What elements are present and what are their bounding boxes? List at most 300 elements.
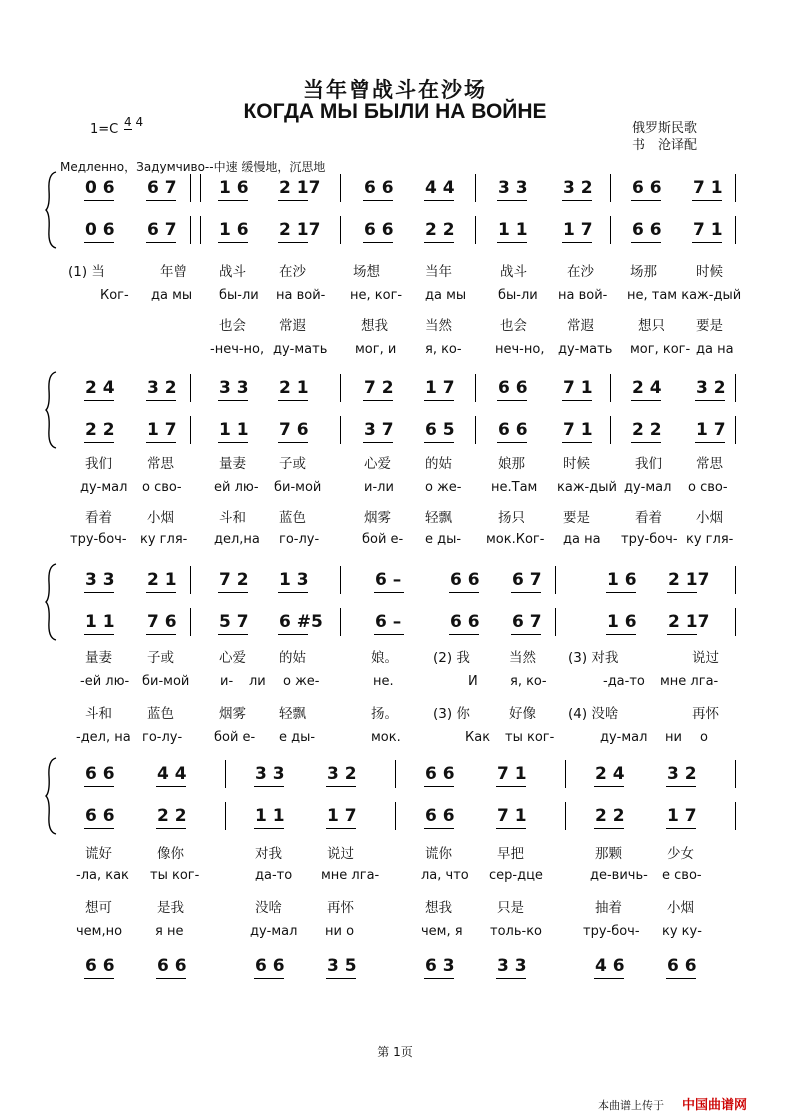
beam-underline xyxy=(278,400,308,401)
note-group: 7 1 xyxy=(497,764,527,784)
lyric-syllable: чем,но xyxy=(76,924,123,939)
lyric-syllable: 说过 xyxy=(327,846,354,862)
beam-underline xyxy=(594,828,624,829)
note-group: 3 2 xyxy=(327,764,357,784)
note-group: 1 7 xyxy=(696,420,726,440)
note-group: 7 2 xyxy=(364,378,394,398)
note-group: 3 7 xyxy=(364,420,394,440)
bar-line xyxy=(610,416,611,444)
beam-underline xyxy=(667,592,697,593)
beam-underline xyxy=(218,634,248,635)
title-russian: КОГДА МЫ БЫЛИ НА ВОЙНЕ xyxy=(243,100,547,123)
lyric-syllable: 在沙 xyxy=(567,264,594,280)
bar-line xyxy=(610,374,611,402)
bar-line xyxy=(475,416,476,444)
lyric-syllable: де-вичь- xyxy=(590,868,648,883)
note-group: 6 6 xyxy=(364,178,394,198)
lyric-syllable: ду-мал xyxy=(624,480,672,495)
time-signature xyxy=(124,116,143,129)
note-group: 4 4 xyxy=(157,764,187,784)
lyric-syllable: не.Там xyxy=(491,480,538,495)
note-group: 3 2 xyxy=(147,378,177,398)
credits xyxy=(632,120,697,154)
bar-line xyxy=(340,566,341,594)
lyric-syllable: ли xyxy=(249,674,266,689)
note-group: 6 6 xyxy=(85,806,115,826)
bar-line xyxy=(190,216,191,244)
lyric-syllable: 战斗 xyxy=(500,264,527,280)
bar-line xyxy=(565,760,566,788)
beam-underline xyxy=(496,828,526,829)
lyric-syllable: ей лю- xyxy=(214,480,259,495)
bar-line xyxy=(395,760,396,788)
bar-line xyxy=(395,802,396,830)
lyric-syllable: ду-мал xyxy=(600,730,648,745)
lyric-syllable: 量妻 xyxy=(85,650,112,666)
meter-top: 4 xyxy=(124,115,132,129)
beam-underline xyxy=(667,634,697,635)
beam-underline xyxy=(606,592,636,593)
bar-line xyxy=(190,374,191,402)
lyric-syllable: 抽着 xyxy=(595,900,622,916)
lyric-syllable: да на xyxy=(696,342,734,357)
system-brace xyxy=(44,756,58,836)
lyric-syllable: ты ког- xyxy=(150,868,200,883)
lyric-syllable: каж-дый xyxy=(557,480,617,495)
note-group: 2 17 xyxy=(279,178,321,198)
beam-underline xyxy=(254,786,284,787)
note-group: 1 6 xyxy=(607,570,637,590)
key-signature: 1=C xyxy=(90,122,119,137)
lyric-syllable: 场想 xyxy=(353,264,380,280)
beam-underline xyxy=(424,400,454,401)
lyric-syllable: го-лу- xyxy=(142,730,183,745)
lyric-syllable: (3) 你 xyxy=(433,706,470,722)
lyric-syllable: 要是 xyxy=(563,510,590,526)
note-group: 2 1 xyxy=(147,570,177,590)
beam-underline xyxy=(631,400,661,401)
lyric-syllable: е ды- xyxy=(425,532,462,547)
note-group: 6 6 xyxy=(157,956,187,976)
beam-underline xyxy=(374,592,404,593)
lyric-syllable: дел,на xyxy=(214,532,260,547)
beam-underline xyxy=(278,442,308,443)
beam-underline xyxy=(511,592,541,593)
bar-line xyxy=(735,760,736,788)
lyric-syllable: 当年 xyxy=(425,264,452,280)
bar-line xyxy=(340,174,341,202)
lyric-syllable: 轻飘 xyxy=(425,510,452,526)
note-group: 3 3 xyxy=(219,378,249,398)
lyric-syllable: 看着 xyxy=(635,510,662,526)
note-group: 6 7 xyxy=(147,178,177,198)
lyric-syllable: 小烟 xyxy=(667,900,694,916)
note-group: 7 6 xyxy=(147,612,177,632)
lyric-syllable: ду-мать xyxy=(273,342,328,357)
note-group: 7 6 xyxy=(279,420,309,440)
lyric-syllable: -ла, как xyxy=(76,868,129,883)
beam-underline xyxy=(424,242,454,243)
lyric-syllable: и- xyxy=(220,674,234,689)
beam-underline xyxy=(146,592,176,593)
beam-underline xyxy=(146,242,176,243)
note-group: 1 7 xyxy=(667,806,697,826)
lyric-syllable: Ког- xyxy=(100,288,129,303)
lyric-syllable: И xyxy=(468,674,478,689)
lyric-syllable: 扬。 xyxy=(371,706,398,722)
note-group: 2 2 xyxy=(157,806,187,826)
beam-underline xyxy=(692,242,722,243)
lyric-syllable: не. xyxy=(373,674,394,689)
lyric-syllable: 时候 xyxy=(563,456,590,472)
note-group: 6 6 xyxy=(632,220,662,240)
lyric-syllable: 要是 xyxy=(696,318,723,334)
bar-line xyxy=(190,174,191,202)
note-group: 4 4 xyxy=(425,178,455,198)
bar-line xyxy=(475,374,476,402)
beam-underline xyxy=(84,978,114,979)
lyric-syllable: ку гля- xyxy=(686,532,734,547)
beam-underline xyxy=(84,400,114,401)
beam-underline xyxy=(278,242,308,243)
lyric-syllable: 说过 xyxy=(692,650,719,666)
note-group: 2 2 xyxy=(632,420,662,440)
lyric-syllable: мне лга- xyxy=(660,674,719,689)
beam-underline xyxy=(156,828,186,829)
bar-line xyxy=(190,608,191,636)
lyric-syllable: -дел, на xyxy=(76,730,131,745)
lyric-syllable: 心爱 xyxy=(364,456,391,472)
note-group: 0 6 xyxy=(85,220,115,240)
beam-underline xyxy=(326,978,356,979)
beam-underline xyxy=(594,786,624,787)
lyric-syllable: 想只 xyxy=(638,318,665,334)
beam-underline xyxy=(156,786,186,787)
lyric-syllable: (3) 对我 xyxy=(568,650,619,666)
bar-line xyxy=(475,174,476,202)
lyric-syllable: 娘。 xyxy=(371,650,398,666)
lyric-syllable: 的姑 xyxy=(425,456,452,472)
beam-underline xyxy=(218,592,248,593)
beam-underline xyxy=(606,634,636,635)
bar-line xyxy=(340,416,341,444)
lyric-syllable: 常遐 xyxy=(279,318,306,334)
beam-underline xyxy=(424,978,454,979)
note-group: 6 – xyxy=(375,612,402,632)
lyric-syllable: ду-мал xyxy=(250,924,298,939)
lyric-syllable: ты ког- xyxy=(505,730,555,745)
lyric-syllable: 想我 xyxy=(361,318,388,334)
beam-underline xyxy=(84,634,114,635)
beam-underline xyxy=(511,634,541,635)
lyric-syllable: 没啥 xyxy=(255,900,282,916)
beam-underline xyxy=(326,828,356,829)
lyric-syllable: толь-ко xyxy=(490,924,542,939)
lyric-syllable: 对我 xyxy=(255,846,282,862)
bar-line xyxy=(735,174,736,202)
title-chinese: 当年曾战斗在沙场 xyxy=(303,78,487,102)
note-group: 5 7 xyxy=(219,612,249,632)
upload-note: 本曲谱上传于 xyxy=(598,1099,664,1112)
note-group: 2 1 xyxy=(279,378,309,398)
lyric-syllable: 看着 xyxy=(85,510,112,526)
lyric-syllable: -неч-но, xyxy=(210,342,265,357)
lyric-syllable: 蓝色 xyxy=(279,510,306,526)
lyric-syllable: и-ли xyxy=(364,480,394,495)
bar-line xyxy=(610,174,611,202)
note-group: 7 2 xyxy=(219,570,249,590)
lyric-syllable: 烟雾 xyxy=(364,510,391,526)
beam-underline xyxy=(84,242,114,243)
lyric-syllable: 好像 xyxy=(509,706,536,722)
note-group: 7 1 xyxy=(563,420,593,440)
lyric-syllable: о сво- xyxy=(142,480,182,495)
bar-line xyxy=(555,566,556,594)
lyric-syllable: 我们 xyxy=(85,456,112,472)
lyric-syllable: 娘那 xyxy=(498,456,525,472)
beam-underline xyxy=(692,200,722,201)
bar-line xyxy=(610,216,611,244)
lyric-syllable: 只是 xyxy=(497,900,524,916)
beam-underline xyxy=(84,786,114,787)
bar-line xyxy=(555,608,556,636)
note-group: 1 1 xyxy=(85,612,115,632)
note-group: 2 4 xyxy=(85,378,115,398)
lyric-syllable: о же- xyxy=(425,480,462,495)
beam-underline xyxy=(695,400,725,401)
beam-underline xyxy=(146,400,176,401)
bar-line xyxy=(190,566,191,594)
beam-underline xyxy=(631,442,661,443)
lyric-syllable: ла, что xyxy=(421,868,469,883)
lyric-syllable: мог, ког- xyxy=(630,342,691,357)
bar-line xyxy=(735,416,736,444)
lyric-syllable: о сво- xyxy=(688,480,728,495)
lyric-syllable: 当然 xyxy=(509,650,536,666)
lyric-syllable: 小烟 xyxy=(696,510,723,526)
note-group: 1 3 xyxy=(279,570,309,590)
beam-underline xyxy=(497,442,527,443)
lyric-syllable: 烟雾 xyxy=(219,706,246,722)
note-group: 7 1 xyxy=(497,806,527,826)
beam-underline xyxy=(449,634,479,635)
beam-underline xyxy=(218,242,248,243)
lyric-syllable: чем, я xyxy=(421,924,463,939)
note-group: 6 3 xyxy=(425,956,455,976)
lyric-syllable: мог, и xyxy=(355,342,397,357)
beam-underline xyxy=(146,200,176,201)
credit-translator: 书 沧译配 xyxy=(632,138,698,153)
lyric-syllable: 斗和 xyxy=(219,510,246,526)
lyric-syllable: 谎你 xyxy=(425,846,452,862)
bar-line xyxy=(340,216,341,244)
lyric-syllable: бы-ли xyxy=(498,288,538,303)
lyric-syllable: неч-но, xyxy=(495,342,545,357)
beam-underline xyxy=(84,442,114,443)
beam-underline xyxy=(497,242,527,243)
note-group: 6 7 xyxy=(147,220,177,240)
beam-underline xyxy=(666,828,696,829)
bar-line xyxy=(735,802,736,830)
beam-underline xyxy=(278,592,308,593)
lyric-syllable: сер-дце xyxy=(489,868,543,883)
note-group: 1 6 xyxy=(219,220,249,240)
beam-underline xyxy=(278,634,308,635)
note-group: 7 1 xyxy=(693,178,723,198)
system-brace xyxy=(44,562,58,642)
beam-underline xyxy=(218,442,248,443)
lyric-syllable: 常遐 xyxy=(567,318,594,334)
note-group: 1 6 xyxy=(219,178,249,198)
lyric-syllable: да мы xyxy=(425,288,467,303)
lyric-syllable: ни о xyxy=(325,924,355,939)
lyric-syllable: мок. xyxy=(371,730,401,745)
beam-underline xyxy=(424,786,454,787)
note-group: 6 6 xyxy=(425,806,455,826)
lyric-syllable: о же- xyxy=(283,674,320,689)
beam-underline xyxy=(562,400,592,401)
credit-origin: 俄罗斯民歌 xyxy=(632,121,698,136)
beam-underline xyxy=(424,828,454,829)
lyric-syllable: е сво- xyxy=(662,868,702,883)
note-group: 6 6 xyxy=(450,570,480,590)
lyric-syllable: би-мой xyxy=(274,480,322,495)
beam-underline xyxy=(594,978,624,979)
bar-line xyxy=(200,216,201,244)
lyric-syllable: бой е- xyxy=(362,532,404,547)
note-group: 2 2 xyxy=(595,806,625,826)
beam-underline xyxy=(218,400,248,401)
lyric-syllable: тру-боч- xyxy=(70,532,127,547)
lyric-syllable: 像你 xyxy=(157,846,184,862)
lyric-syllable: 斗和 xyxy=(85,706,112,722)
beam-underline xyxy=(631,200,661,201)
note-group: 7 1 xyxy=(563,378,593,398)
lyric-syllable: -ей лю- xyxy=(80,674,130,689)
note-group: 3 5 xyxy=(327,956,357,976)
lyric-syllable: 常思 xyxy=(696,456,723,472)
note-group: 2 17 xyxy=(668,612,710,632)
note-group: 3 3 xyxy=(255,764,285,784)
bar-line xyxy=(735,566,736,594)
lyric-syllable: бой е- xyxy=(214,730,256,745)
lyric-syllable: да-то xyxy=(255,868,293,883)
note-group: 3 3 xyxy=(498,178,528,198)
beam-underline xyxy=(449,592,479,593)
lyric-syllable: 早把 xyxy=(497,846,524,862)
lyric-syllable: (1) 当 xyxy=(68,264,105,280)
beam-underline xyxy=(278,200,308,201)
beam-underline xyxy=(562,200,592,201)
system-brace xyxy=(44,170,58,250)
lyric-syllable: не, там каж-дый xyxy=(627,288,742,303)
beam-underline xyxy=(218,200,248,201)
lyric-syllable: е ды- xyxy=(279,730,316,745)
beam-underline xyxy=(363,200,393,201)
beam-underline xyxy=(254,978,284,979)
lyric-syllable: 时候 xyxy=(696,264,723,280)
system-brace xyxy=(44,370,58,450)
beam-underline xyxy=(156,978,186,979)
lyric-syllable: о xyxy=(700,730,708,745)
lyric-syllable: 我们 xyxy=(635,456,662,472)
note-group: 1 1 xyxy=(255,806,285,826)
lyric-syllable: ду-мал xyxy=(80,480,128,495)
note-group: 2 17 xyxy=(279,220,321,240)
note-group: 1 6 xyxy=(607,612,637,632)
lyric-syllable: да на xyxy=(563,532,601,547)
lyric-syllable: (2) 我 xyxy=(433,650,470,666)
beam-underline xyxy=(84,828,114,829)
note-group: 6 7 xyxy=(512,570,542,590)
lyric-syllable: Как xyxy=(465,730,491,745)
note-group: 1 7 xyxy=(147,420,177,440)
lyric-syllable: го-лу- xyxy=(279,532,320,547)
note-group: 2 2 xyxy=(85,420,115,440)
note-group: 1 1 xyxy=(219,420,249,440)
beam-underline xyxy=(695,442,725,443)
note-group: 6 6 xyxy=(450,612,480,632)
bar-line xyxy=(475,216,476,244)
lyric-syllable: 年曾 xyxy=(160,264,187,280)
note-group: 6 6 xyxy=(364,220,394,240)
note-group: 6 6 xyxy=(255,956,285,976)
lyric-syllable: 心爱 xyxy=(219,650,246,666)
lyric-syllable: да мы xyxy=(151,288,193,303)
note-group: 6 6 xyxy=(632,178,662,198)
lyric-syllable: я, ко- xyxy=(510,674,547,689)
beam-underline xyxy=(363,400,393,401)
page-number: 第 1页 xyxy=(377,1045,413,1059)
lyric-syllable: 想我 xyxy=(425,900,452,916)
lyric-syllable: 是我 xyxy=(157,900,184,916)
beam-underline xyxy=(363,242,393,243)
note-group: 1 7 xyxy=(327,806,357,826)
bar-line xyxy=(200,174,201,202)
note-group: 6 6 xyxy=(425,764,455,784)
lyric-syllable: ку ку- xyxy=(662,924,702,939)
lyric-syllable: 小烟 xyxy=(147,510,174,526)
note-group: 6 6 xyxy=(498,420,528,440)
note-group: 2 4 xyxy=(632,378,662,398)
note-group: 6 #5 xyxy=(279,612,323,632)
lyric-syllable: тру-боч- xyxy=(621,532,678,547)
site-logo: 中国曲谱网 xyxy=(682,1098,748,1113)
lyric-syllable: 子或 xyxy=(279,456,306,472)
note-group: 6 6 xyxy=(85,956,115,976)
lyric-syllable: 的姑 xyxy=(279,650,306,666)
lyric-syllable: 再怀 xyxy=(327,900,354,916)
lyric-syllable: 蓝色 xyxy=(147,706,174,722)
lyric-syllable: 量妻 xyxy=(219,456,246,472)
note-group: 6 6 xyxy=(667,956,697,976)
lyric-syllable: мне лга- xyxy=(321,868,380,883)
note-group: 1 7 xyxy=(425,378,455,398)
beam-underline xyxy=(497,400,527,401)
lyric-syllable: 那颗 xyxy=(595,846,622,862)
note-group: 3 3 xyxy=(85,570,115,590)
note-group: 4 6 xyxy=(595,956,625,976)
bar-line xyxy=(735,608,736,636)
lyric-syllable: на вой- xyxy=(558,288,608,303)
beam-underline xyxy=(424,200,454,201)
note-group: 1 1 xyxy=(498,220,528,240)
meter-bottom: 4 xyxy=(135,115,144,129)
note-group: 3 3 xyxy=(497,956,527,976)
bar-line xyxy=(565,802,566,830)
lyric-syllable: 也会 xyxy=(500,318,527,334)
beam-underline xyxy=(631,242,661,243)
